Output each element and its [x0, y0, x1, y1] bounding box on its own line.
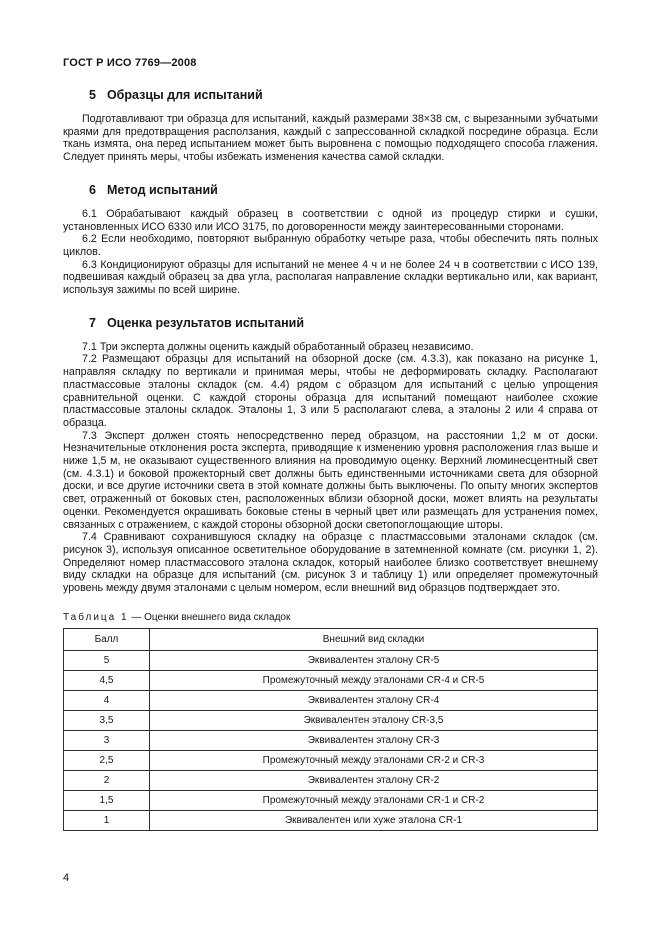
- section-5-paragraph: Подготавливают три образца для испытаний, каждый размерами 38×38 см, с вырезанными зубчатыми краями для предотвращения расползания, каждый с запрессованной складкой посредине образца. Если ткань измята, она перед испытанием может быть выровнена с помощью подходящего способа глажения. Следует принять меры, чтобы избежать изменения качества самой складки.: [63, 113, 598, 164]
- clause-6-3: 6.3 Кондиционируют образцы для испытаний не менее 4 ч и не более 24 ч в соответствии с ИСО 139, подвешивая каждый образец за два угла, располагая направление складки вертикально или, как вариант, используя зажимы по всей ширине.: [63, 258, 598, 297]
- cell-score: 1: [64, 810, 150, 830]
- table-header-row: [64, 628, 598, 650]
- cell-score: 4: [64, 690, 150, 710]
- table-row: [64, 750, 598, 770]
- section-6-heading: [89, 183, 598, 197]
- table-row: [64, 790, 598, 810]
- cell-score: 4,5: [64, 670, 150, 690]
- clause-6-2: 6.2 Если необходимо, повторяют выбранную обработку четыре раза, чтобы обеспечить пять полных циклов.: [63, 233, 598, 258]
- cell-score: 2,5: [64, 750, 150, 770]
- clause-7-1: 7.1 Три эксперта должны оценить каждый обработанный образец независимо.: [82, 340, 474, 353]
- cell-score: 3: [64, 730, 150, 750]
- section-5-title: Образцы для испытаний: [106, 88, 263, 102]
- section-6-number: 6: [89, 182, 96, 197]
- cell-score: 1,5: [64, 790, 150, 810]
- cell-appearance: Эквивалентен эталону CR-3: [150, 730, 598, 750]
- cell-score: 5: [64, 650, 150, 670]
- cell-appearance: Эквивалентен эталону CR-3,5: [150, 710, 598, 730]
- clause-6-1: 6.1 Обрабатывают каждый образец в соответствии с одной из процедур стирки и сушки, установленных ИСО 6330 или ИСО 3175, по договоренности между заинтересованными сторонами.: [63, 207, 598, 233]
- cell-score: 3,5: [64, 710, 150, 730]
- cell-appearance: Эквивалентен эталону CR-5: [150, 650, 598, 670]
- cell-appearance: Эквивалентен эталону CR-4: [150, 690, 598, 710]
- table-row: [64, 650, 598, 670]
- table-caption-title: — Оценки внешнего вида складок: [131, 611, 291, 623]
- cell-appearance: Эквивалентен или хуже эталона CR-1: [150, 810, 598, 830]
- cell-appearance: Промежуточный между эталонами CR-1 и CR-2: [150, 790, 598, 810]
- table-row: [64, 730, 598, 750]
- table-row: [64, 690, 598, 710]
- section-7-number: 7: [89, 315, 96, 330]
- clause-7-3: 7.3 Эксперт должен стоять непосредственно перед образцом, на расстоянии 1,2 м от доски. Незначительные отклонения роста эксперта, приводящие к изменению уровня расположения глаз выше и ниже 1,5 м, не оказывают существенного влияния на проводимую оценку. Верхний люминесцентный свет (см. 4.3.1) и боковой прожекторный свет должны быть единственными источниками света для обзорной доски, и все другие источники света в этой комнате должны быть выключены. По опыту многих экспертов свет, отраженный от боковых стен, расположенных вблизи обзорной доски, может влиять на результаты оценки. Рекомендуется окрашивать боковые стены в черный цвет или размещать для устранения помех, связанных с отражением, с каждой стороны обзорной доски светопоглощающие шторы.: [63, 429, 598, 531]
- page-number: 4: [63, 872, 70, 884]
- column-header-score: Балл: [64, 628, 150, 650]
- section-5-number: 5: [89, 88, 96, 102]
- clause-7-2: 7.2 Размещают образцы для испытаний на обзорной доске (см. 4.3.3), как показано на рисунке 1, направляя складку по вертикали и принимая меры, чтобы не деформировать складку. Располагают пластмассовые эталоны складок (см. 4.4) рядом с образцом для испытаний с целью упрощения сравнительной оценки. С каждой стороны образца для испытаний помещают наиболее схожие пластмассовые эталоны складок. Эталоны 1, 3 или 5 располагают слева, а эталоны 2 или 4 справа от образца.: [63, 353, 598, 429]
- table-row: [64, 670, 598, 690]
- cell-appearance: Промежуточный между эталонами CR-4 и CR-5: [150, 670, 598, 690]
- cell-appearance: Эквивалентен эталону CR-2: [150, 770, 598, 790]
- column-header-appearance: Внешний вид складки: [150, 628, 598, 650]
- wrinkle-grades-table: [63, 628, 598, 831]
- table-row: [64, 770, 598, 790]
- section-5-heading: [89, 88, 598, 102]
- section-7-heading: [89, 316, 598, 330]
- table-caption-label: Таблица 1: [63, 611, 129, 623]
- section-6-title: Метод испытаний: [106, 182, 218, 197]
- cell-score: 2: [64, 770, 150, 790]
- clause-7-4: 7.4 Сравнивают сохранившуюся складку на образце с пластмассовыми эталонами складок (см. рисунок 3), используя описанное осветительное оборудование в затемненной комнате (см. рисунки 1, 2). Определяют номер пластмассового эталона складок, который наиболее близко соответствует внешнему виду складки на образце для испытаний (см. рисунок 3 и таблицу 1) или определяет промежуточный уровень между двумя эталонами с целым номером, если внешний вид образцов подтверждает это.: [63, 531, 598, 595]
- section-7-title: Оценка результатов испытаний: [106, 315, 305, 330]
- document-code: ГОСТ Р ИСО 7769—2008: [63, 57, 197, 69]
- cell-appearance: Промежуточный между эталонами CR-2 и CR-3: [150, 750, 598, 770]
- table-row: [64, 710, 598, 730]
- table-caption: [63, 612, 598, 623]
- table-row: [64, 810, 598, 830]
